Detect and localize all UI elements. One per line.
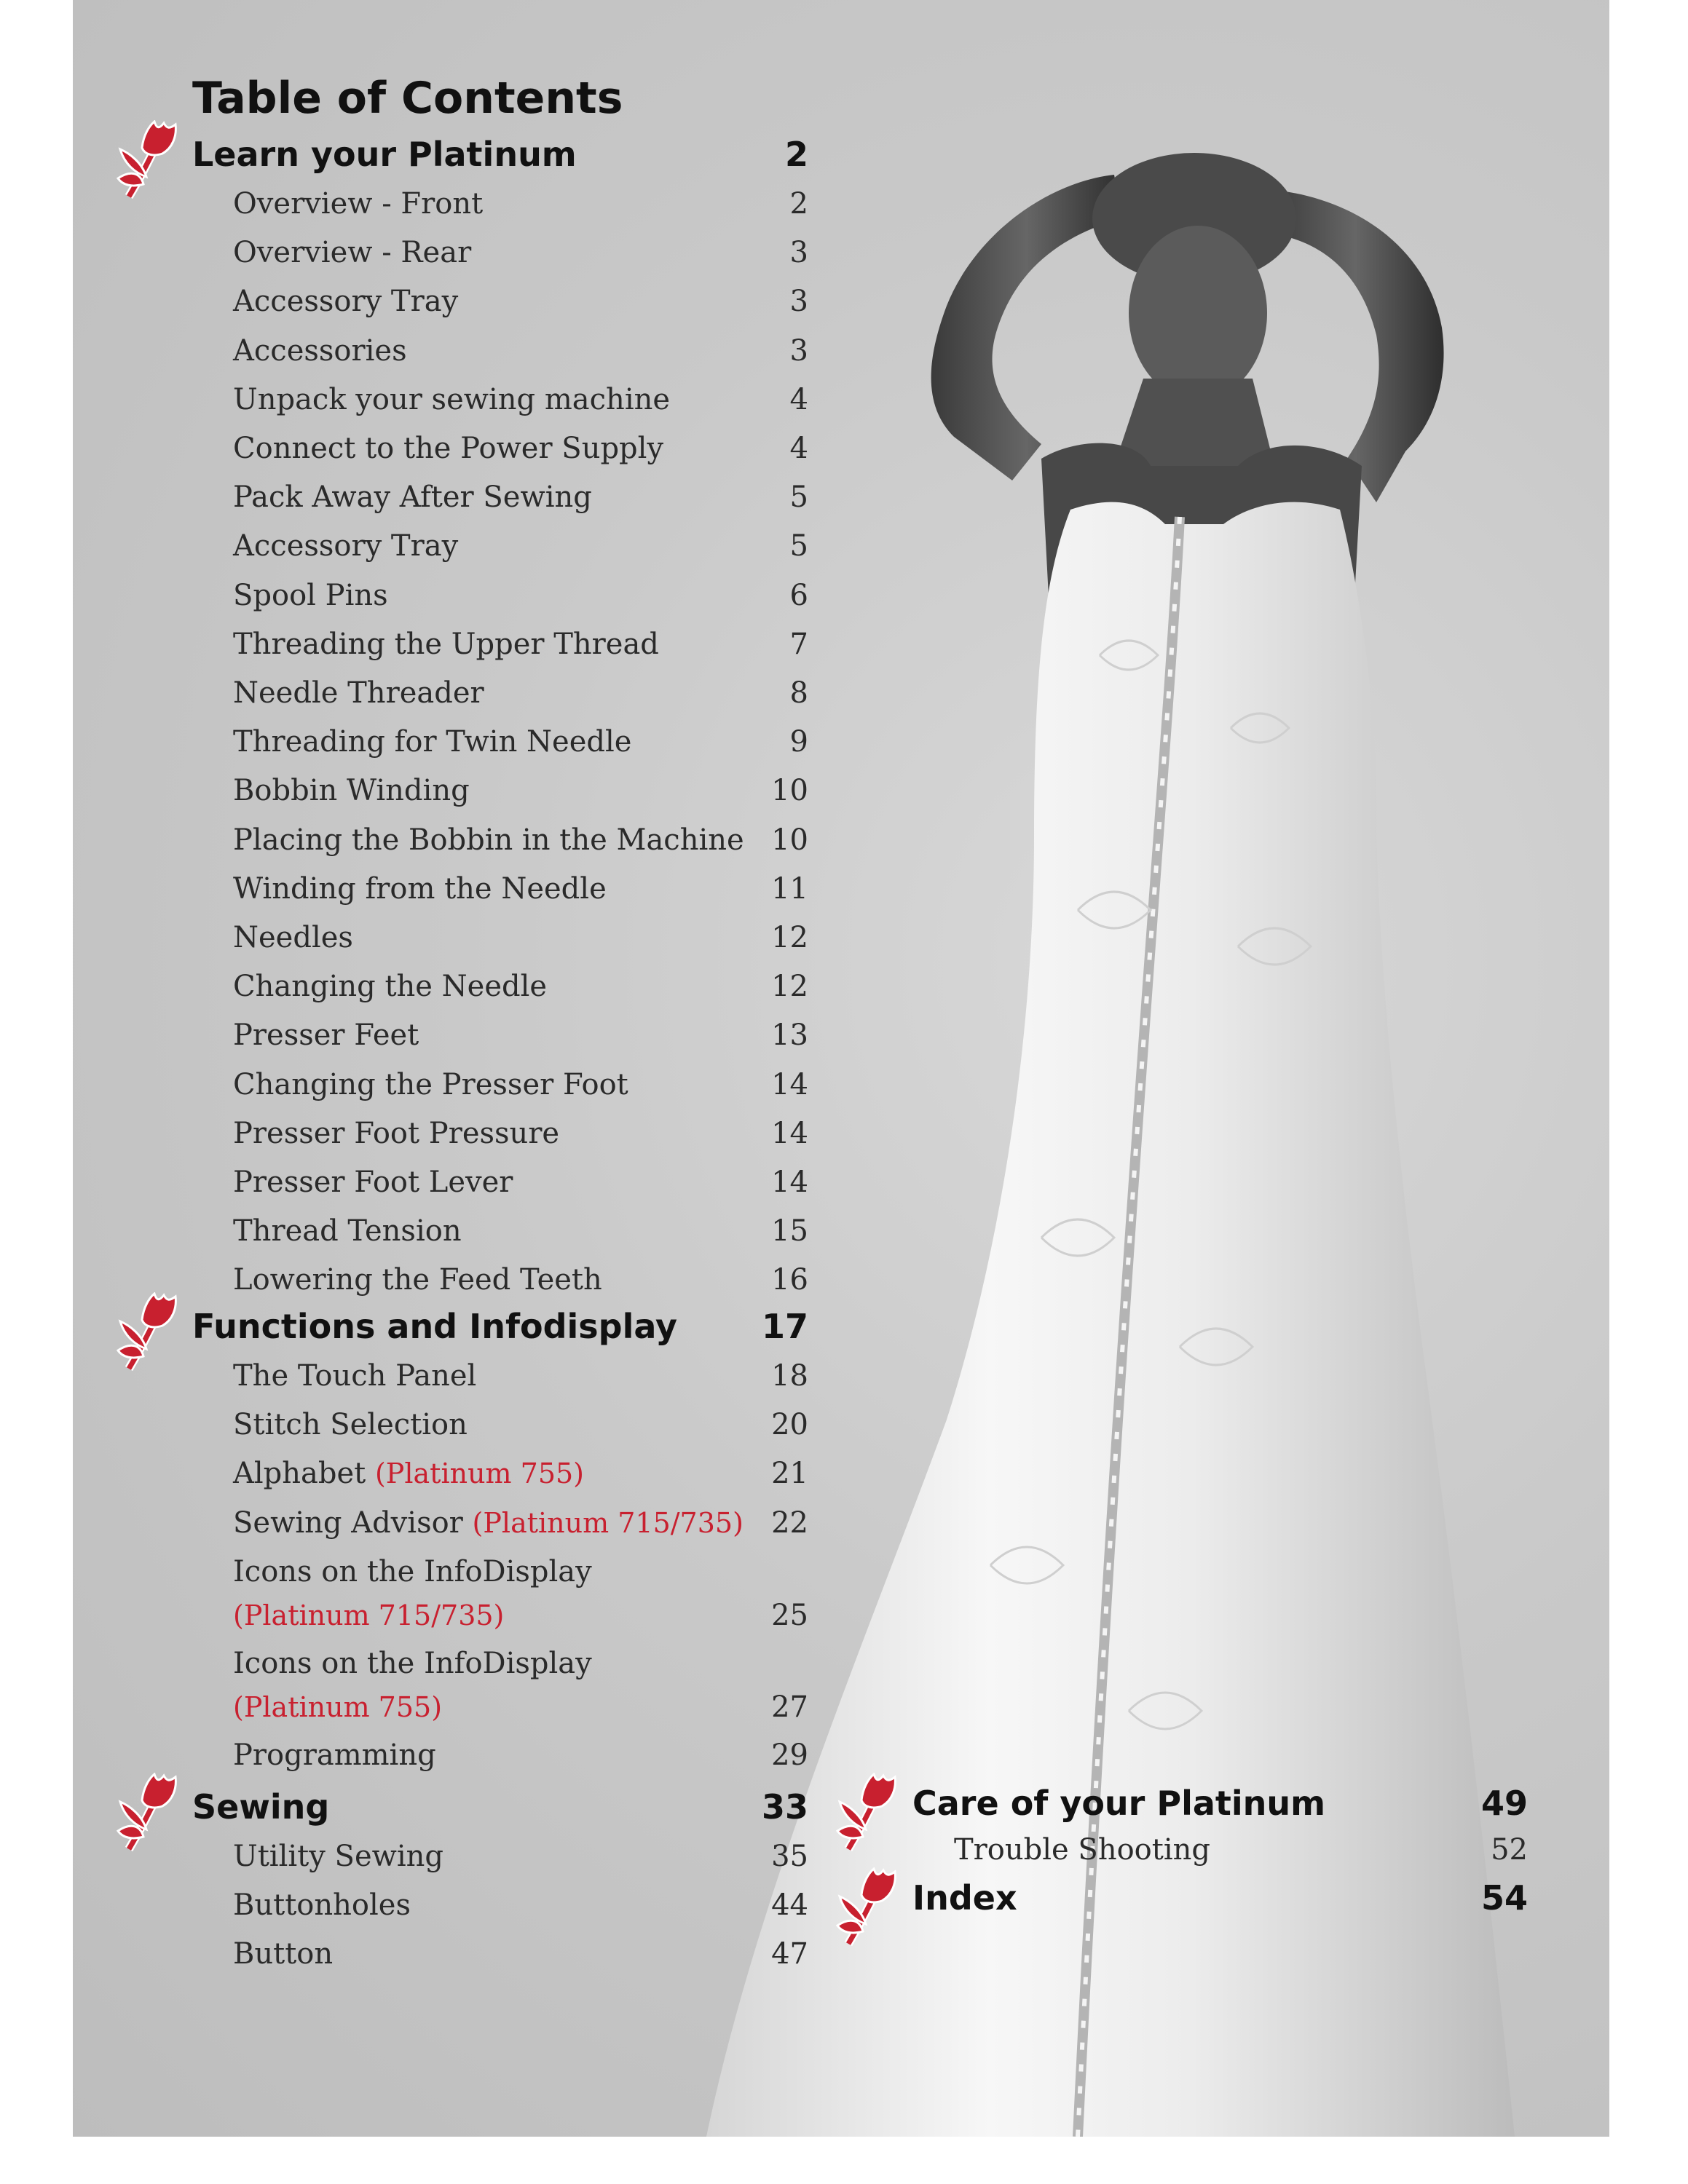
toc-item[interactable] [233,823,808,857]
section-title: Care of your Platinum [912,1784,1326,1823]
toc-item-page: 5 [789,529,808,563]
toc-item-label: Spool Pins [233,578,388,612]
toc-item-page: 2 [789,187,808,221]
toc-item-label: Pack Away After Sewing [233,480,592,515]
toc-item[interactable] [233,529,808,563]
toc-item-label: Stitch Selection [233,1408,468,1442]
toc-item-label: Sewing Advisor [233,1506,463,1540]
toc-item-label: Programming [233,1738,436,1772]
toc-item-page: 4 [789,382,808,416]
toc-item[interactable] [233,334,808,368]
toc-item-page: 22 [771,1506,808,1540]
toc-item-note: (Platinum 755) [233,1690,443,1723]
toc-item[interactable] [233,1068,808,1101]
toc-item[interactable] [233,383,808,416]
toc-item[interactable] [233,1018,808,1052]
toc-item[interactable] [233,1408,808,1441]
toc-item-text [233,1840,443,1873]
toc-item-text [233,480,592,514]
toc-item-page: 20 [771,1408,808,1442]
toc-item-text [233,334,407,368]
toc-item[interactable] [233,1117,808,1150]
tulip-icon [834,1867,907,1947]
section-heading[interactable] [192,1307,808,1346]
toc-item-page: 13 [771,1018,808,1053]
toc-item-label: Utility Sewing [233,1840,444,1873]
toc-item-page: 9 [789,725,808,759]
table-of-contents [73,0,1609,2137]
toc-item-page: 14 [771,1116,808,1150]
toc-item-text [233,921,353,954]
toc-item-page: 5 [789,480,808,515]
tulip-icon [114,1773,187,1853]
toc-item-label: Accessories [233,333,407,368]
toc-item-text [233,579,388,612]
toc-item-text [233,1068,628,1101]
toc-item-label: Buttonholes [233,1888,411,1923]
toc-item-label: The Touch Panel [233,1359,477,1393]
toc-item-text [233,1506,744,1540]
toc-item-page: 16 [771,1263,808,1297]
toc-item[interactable] [954,1833,1528,1867]
toc-item-page: 21 [771,1457,808,1491]
toc-item-page: 29 [771,1738,808,1772]
section-page: 49 [1480,1784,1528,1823]
toc-item-label: Trouble Shooting [954,1833,1210,1867]
toc-item-note: (Platinum 715/735) [472,1506,744,1539]
toc-item-label: Lowering the Feed Teeth [233,1263,602,1297]
toc-item-label: Accessory Tray [233,529,459,563]
toc-item-note: (Platinum 715/735) [233,1599,505,1631]
section-heading[interactable] [912,1784,1528,1823]
toc-item-page: 12 [771,921,808,954]
section-title: Index [912,1878,1017,1918]
toc-item-text [233,432,663,465]
toc-item-page: 44 [771,1888,808,1923]
toc-item-label: Presser Feet [233,1018,419,1053]
toc-item[interactable] [233,1506,808,1540]
toc-item-label: Bobbin Winding [233,774,470,808]
page [73,0,1609,2137]
toc-item-page: 10 [771,823,808,857]
section-heading[interactable] [912,1878,1528,1918]
toc-item-label: Needle Threader [233,676,484,710]
toc-item-page: 7 [789,627,808,661]
toc-item-label: Thread Tension [233,1214,462,1249]
toc-item-page: 3 [789,236,808,270]
toc-item[interactable] [233,628,808,661]
section-title: Sewing [192,1787,330,1827]
tulip-icon [114,120,187,200]
section-heading[interactable] [192,1787,808,1827]
toc-item-text [233,285,458,318]
toc-item-text [233,872,607,906]
toc-item-text [233,187,483,221]
section-page: 54 [1480,1878,1528,1918]
section-page: 2 [784,135,808,174]
toc-item-text [233,1263,602,1297]
toc-item-label: Needles [233,921,353,954]
toc-item-text [233,1937,333,1971]
toc-item-page: 3 [789,333,808,368]
toc-item-label: Presser Foot Lever [233,1166,513,1199]
toc-item-page: 8 [789,676,808,710]
toc-item-continued[interactable] [233,1599,808,1632]
toc-item-label: Connect to the Power Supply [233,432,664,465]
toc-item-page: 4 [789,432,808,465]
toc-item-text [233,1166,513,1199]
toc-item[interactable] [233,285,808,318]
toc-item-label: Alphabet [233,1457,366,1491]
toc-item[interactable] [233,1738,808,1772]
toc-item-page: 3 [789,285,808,319]
toc-item-label: Changing the Presser Foot [233,1067,628,1101]
tulip-icon [834,1773,907,1853]
toc-item-page: 12 [771,970,808,1004]
toc-item-text [233,1359,476,1393]
tulip-icon [114,1292,187,1372]
toc-item-label: Threading the Upper Thread [233,627,659,661]
toc-item-note: (Platinum 755) [374,1457,585,1490]
toc-item-text [233,1888,411,1922]
toc-item-page: 25 [771,1598,808,1632]
toc-item[interactable] [233,1359,808,1393]
toc-item-label: Placing the Bobbin in the Machine [233,823,744,857]
toc-item-page: 10 [771,774,808,808]
toc-item-page: 6 [789,578,808,612]
toc-item-text [233,1738,436,1772]
toc-item-page: 14 [771,1067,808,1101]
toc-item-label: Threading for Twin Needle [233,725,632,759]
toc-item-label: Unpack your sewing machine [233,382,671,416]
toc-item[interactable] [233,432,808,465]
toc-item-text [233,725,631,759]
toc-item-label: Overview - Rear [233,236,472,270]
toc-item[interactable] [233,725,808,759]
toc-item-label: Overview - Front [233,187,484,221]
toc-item-text [233,1117,559,1150]
toc-item[interactable] [233,921,808,954]
toc-item-label: Presser Foot Pressure [233,1116,560,1150]
toc-item-page: 35 [771,1840,808,1873]
toc-item-page: 47 [771,1937,808,1971]
toc-item-text [233,1457,584,1490]
section-page: 17 [761,1307,808,1346]
toc-item-continued[interactable] [233,1690,808,1724]
toc-item[interactable] [233,579,808,612]
toc-item[interactable] [233,1937,808,1971]
section-title: Functions and Infodisplay [192,1307,677,1346]
toc-item-page: 11 [771,871,808,906]
toc-item[interactable] [233,774,808,807]
toc-item-label: Changing the Needle [233,970,548,1004]
toc-item[interactable] [233,1166,808,1199]
toc-item-page: 14 [771,1166,808,1199]
toc-item-text [233,970,547,1003]
toc-item-label: Winding from the Needle [233,871,607,906]
toc-item-text [233,628,659,661]
page-title: Table of Contents [192,73,623,124]
toc-item[interactable] [233,970,808,1003]
toc-item[interactable] [233,1214,808,1248]
toc-item-text [233,383,670,416]
toc-item-label: Button [233,1937,334,1971]
toc-item-text [233,1018,419,1052]
toc-item[interactable] [233,187,808,221]
section-title: Learn your Platinum [192,135,577,174]
toc-item[interactable] [233,872,808,906]
toc-item-text [233,823,744,857]
toc-item-text [233,529,458,563]
section-page: 33 [761,1787,808,1827]
toc-item-text [233,1214,462,1248]
toc-item[interactable] [233,236,808,269]
toc-item-text [233,676,484,710]
toc-item[interactable] [233,1840,808,1873]
toc-item[interactable] [233,1888,808,1922]
toc-item-page: 52 [1491,1833,1528,1867]
toc-item[interactable] [233,1555,808,1588]
toc-item-label: Icons on the InfoDisplay [233,1646,592,1680]
toc-item[interactable] [233,1263,808,1297]
toc-item-label: Accessory Tray [233,285,459,319]
toc-item[interactable] [233,676,808,710]
toc-item-text [233,1408,468,1441]
toc-item-page: 18 [771,1359,808,1393]
toc-item[interactable] [233,480,808,514]
toc-item-page: 15 [771,1214,808,1249]
toc-item[interactable] [233,1457,808,1490]
toc-item-label: Icons on the InfoDisplay [233,1554,592,1588]
section-heading[interactable] [192,135,808,174]
toc-item-text [233,774,470,807]
toc-item[interactable] [233,1647,808,1680]
toc-item-page: 27 [771,1690,808,1724]
toc-item-text [233,236,471,269]
